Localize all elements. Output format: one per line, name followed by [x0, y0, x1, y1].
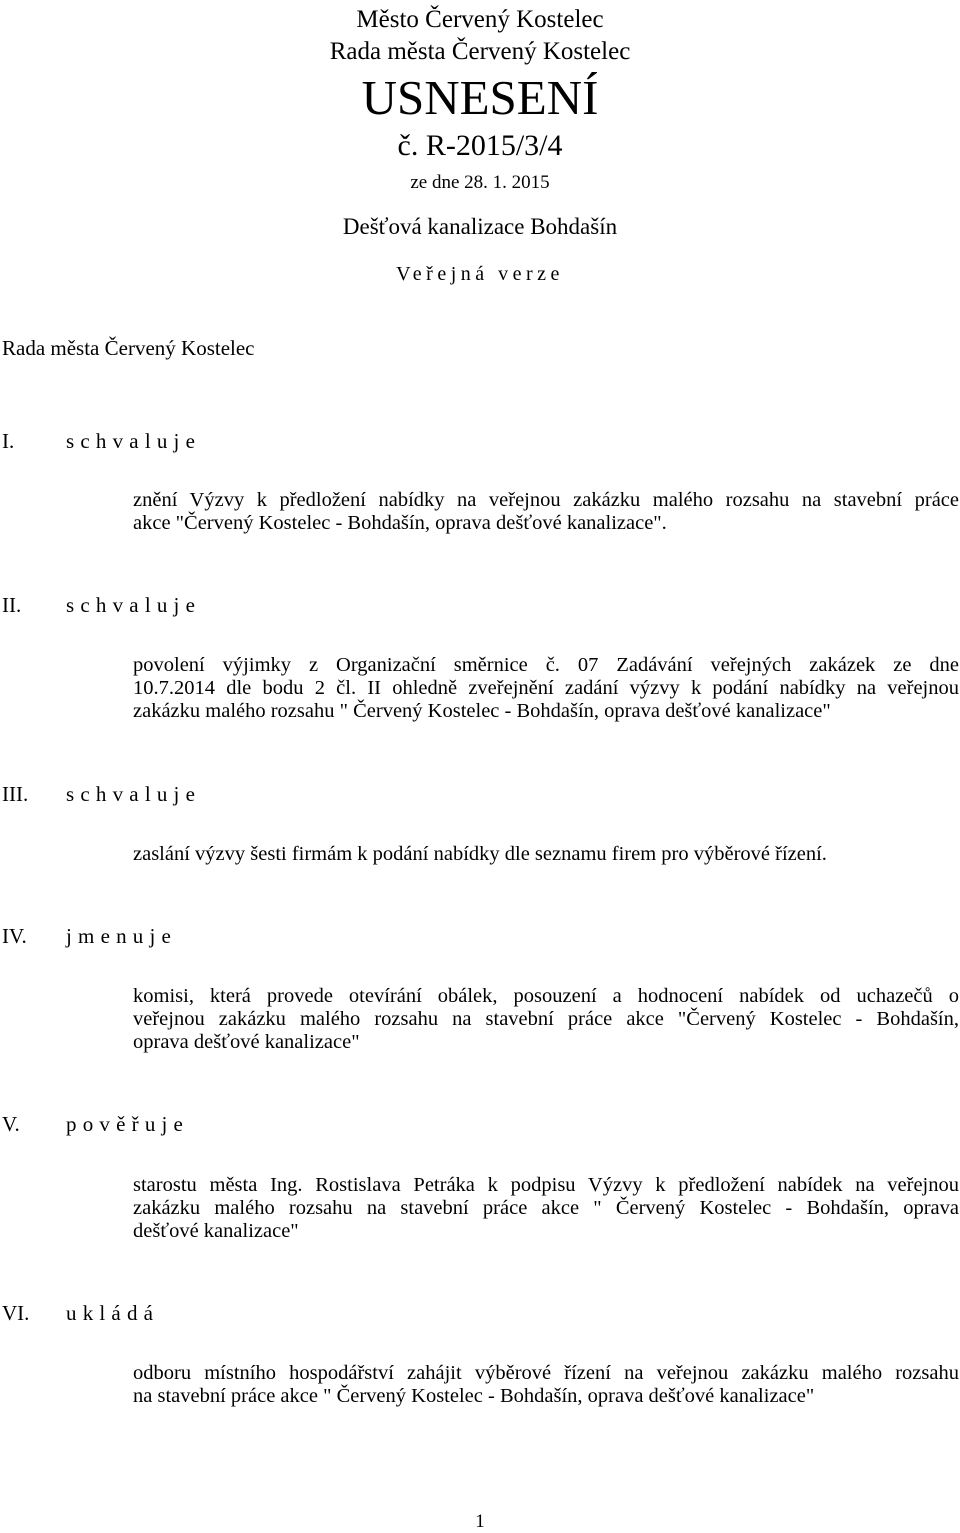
intro-text: Rada města Červený Kostelec [2, 336, 255, 360]
section-2-line: povolení výjimky z Organizační směrnice č. 07 Zadávání veřejných zakázek ze dne [133, 654, 959, 676]
section-6-line: na stavební práce akce " Červený Kostelec - Bohdašín, oprava dešťové kanalizace" [133, 1385, 815, 1407]
section-4-line: oprava dešťové kanalizace" [133, 1031, 360, 1053]
version-label: Veřejná verze [396, 263, 564, 285]
section-4-text [133, 985, 959, 1054]
city-name: Město Červený Kostelec [356, 6, 604, 33]
section-3-text [133, 843, 959, 866]
section-2-line: 10.7.2014 dle bodu 2 čl. II ohledně zveřejnění zadání výzvy k podání nabídky na veřejnou [133, 677, 959, 699]
resolution-number: č. R-2015/3/4 [397, 129, 563, 162]
section-1-line: akce "Červený Kostelec - Bohdašín, oprava dešťové kanalizace". [133, 512, 667, 534]
section-6-verb: ukládá [66, 1301, 160, 1325]
section-5-line: dešťové kanalizace" [133, 1220, 299, 1242]
council-name: Rada města Červený Kostelec [329, 38, 631, 65]
section-5-text [133, 1174, 959, 1243]
section-6-text [133, 1362, 959, 1408]
resolution-subject: Dešťová kanalizace Bohdašín [342, 214, 618, 239]
section-1-numeral: I. [2, 429, 15, 453]
section-3-verb: schvaluje [66, 782, 202, 806]
section-1-line: znění Výzvy k předložení nabídky na veřejnou zakázku malého rozsahu na stavební práce [133, 489, 959, 511]
section-4-numeral: IV. [2, 924, 27, 948]
section-4-line: komisi, která provede otevírání obálek, posouzení a hodnocení nabídek od uchazečů o [133, 985, 959, 1007]
page-number: 1 [475, 1511, 485, 1532]
section-2-numeral: II. [2, 593, 22, 617]
section-1-verb: schvaluje [66, 429, 202, 453]
document-title: USNESENÍ [361, 70, 599, 125]
section-5-verb: pověřuje [66, 1112, 190, 1136]
section-5-numeral: V. [2, 1112, 20, 1136]
resolution-date: ze dne 28. 1. 2015 [410, 172, 550, 193]
section-2-verb: schvaluje [66, 593, 202, 617]
section-2-line: zakázku malého rozsahu " Červený Kostelec - Bohdašín, oprava dešťové kanalizace" [133, 700, 831, 722]
section-4-line: veřejnou zakázku malého rozsahu na stavební práce akce "Červený Kostelec - Bohdašín, [133, 1008, 959, 1030]
section-5-line: zakázku malého rozsahu na stavební práce akce " Červený Kostelec - Bohdašín, oprava [133, 1197, 959, 1219]
section-1-text [133, 489, 959, 535]
section-3-numeral: III. [2, 782, 29, 806]
section-3-line: zaslání výzvy šesti firmám k podání nabídky dle seznamu firem pro výběrové řízení. [133, 843, 827, 865]
section-6-numeral: VI. [2, 1301, 30, 1325]
section-2-text [133, 654, 959, 723]
section-5-line: starostu města Ing. Rostislava Petráka k podpisu Výzvy k předložení nabídek na veřejnou [133, 1174, 959, 1196]
section-6-line: odboru místního hospodářství zahájit výběrové řízení na veřejnou zakázku malého rozsahu [133, 1362, 959, 1384]
section-4-verb: jmenuje [66, 924, 178, 948]
